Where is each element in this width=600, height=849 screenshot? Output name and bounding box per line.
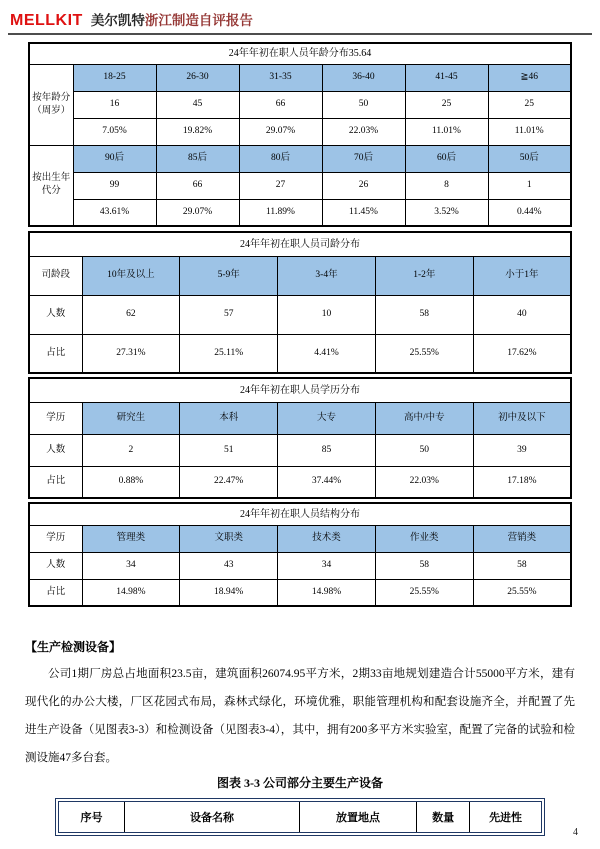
column-header-cell: 作业类 [375, 525, 473, 552]
count-cell: 34 [278, 552, 376, 579]
count-cell: 25 [405, 91, 488, 118]
column-header-cell: 初中及以下 [473, 402, 571, 434]
count-cell: 58 [473, 552, 571, 579]
percent-cell: 11.89% [239, 199, 322, 226]
percent-cell: 19.82% [156, 118, 239, 145]
count-cell: 62 [82, 295, 180, 334]
column-header-cell: 70后 [322, 145, 405, 172]
percent-cell: 0.44% [488, 199, 571, 226]
row-label-cell: 按年龄分（周岁） [29, 64, 73, 145]
percent-cell: 25.11% [180, 334, 278, 373]
row-label-cell: 人数 [29, 434, 82, 466]
column-header-cell: 5-9年 [180, 256, 278, 295]
report-page [0, 9, 600, 849]
company-name: 美尔凯特 [90, 13, 145, 28]
age-distribution-table [28, 42, 572, 227]
row-label-cell: 按出生年代分 [29, 145, 73, 226]
column-header-cell: 41-45 [405, 64, 488, 91]
percent-cell: 27.31% [82, 334, 180, 373]
count-cell: 25 [488, 91, 571, 118]
count-cell: 8 [405, 172, 488, 199]
equipment-header-cell: 设备名称 [125, 802, 300, 832]
row-label-cell: 人数 [29, 552, 82, 579]
column-header-cell: 36-40 [322, 64, 405, 91]
table-title: 24年年初在职人员学历分布 [29, 378, 571, 402]
equipment-header-cell: 先进性 [489, 812, 523, 824]
percent-cell: 7.05% [73, 118, 156, 145]
column-header-cell: 31-35 [239, 64, 322, 91]
count-cell: 1 [488, 172, 571, 199]
page-number: 4 [573, 827, 578, 838]
percent-cell: 14.98% [278, 579, 376, 606]
equipment-header-cell: 放置地点 [300, 802, 417, 832]
count-cell: 10 [278, 295, 376, 334]
education-distribution-table [28, 377, 572, 499]
equipment-header-cell: 序号 [59, 802, 125, 832]
column-header-cell: 研究生 [82, 402, 180, 434]
figure-caption: 图表 3-3 公司部分主要生产设备 [217, 776, 383, 790]
table-title: 24年年初在职人员结构分布 [29, 503, 571, 525]
count-cell: 85 [278, 434, 376, 466]
column-header-cell: 高中/中专 [375, 402, 473, 434]
percent-cell: 11.01% [488, 118, 571, 145]
percent-cell: 14.98% [82, 579, 180, 606]
count-cell: 50 [375, 434, 473, 466]
percent-cell: 25.55% [375, 334, 473, 373]
count-cell: 66 [239, 91, 322, 118]
count-cell: 99 [73, 172, 156, 199]
percent-cell: 0.88% [82, 466, 180, 498]
count-cell: 34 [82, 552, 180, 579]
percent-cell: 25.55% [375, 579, 473, 606]
count-cell: 50 [322, 91, 405, 118]
tenure-distribution-table [28, 231, 572, 374]
row-label-cell: 占比 [29, 579, 82, 606]
column-header-cell: 80后 [239, 145, 322, 172]
body-paragraph: 公司1期厂房总占地面积23.5亩，建筑面积26074.95平方米，2期33亩地规划建造合计55000平方米，建有现代化的办公大楼，厂区花园式布局，森林式绿化，环境优雅，职能管理机构和配套设施齐全，并配置了先进生产设备（见图表3-3）和检测设备（见图表3-4），其中，拥有200多平方米实验室，配置了完备的试验和检测设施47多台套。 [25, 668, 575, 764]
column-header-cell: ≧46 [488, 64, 571, 91]
table-title: 24年年初在职人员司龄分布 [29, 232, 571, 256]
column-header-cell: 管理类 [82, 525, 180, 552]
row-label-cell: 占比 [29, 466, 82, 498]
report-title: 浙江制造自评报告 [144, 13, 253, 28]
row-label-cell: 人数 [29, 295, 82, 334]
count-cell: 40 [473, 295, 571, 334]
count-cell: 43 [180, 552, 278, 579]
count-cell: 66 [156, 172, 239, 199]
column-header-cell: 3-4年 [278, 256, 376, 295]
column-header-cell: 文职类 [180, 525, 278, 552]
row-label-cell: 司龄段 [29, 256, 82, 295]
count-cell: 58 [375, 295, 473, 334]
percent-cell: 43.61% [73, 199, 156, 226]
percent-cell: 22.03% [322, 118, 405, 145]
column-header-cell: 本科 [180, 402, 278, 434]
percent-cell: 29.07% [156, 199, 239, 226]
column-header-cell: 1-2年 [375, 256, 473, 295]
percent-cell: 17.18% [473, 466, 571, 498]
column-header-cell: 60后 [405, 145, 488, 172]
column-header-cell: 18-25 [73, 64, 156, 91]
row-label-cell: 占比 [29, 334, 82, 373]
table-title: 24年年初在职人员年龄分布35.64 [29, 43, 571, 64]
column-header-cell: 技术类 [278, 525, 376, 552]
column-header-cell: 10年及以上 [82, 256, 180, 295]
equipment-header-cell: 数量 [417, 802, 470, 832]
percent-cell: 11.45% [322, 199, 405, 226]
row-label-cell: 学历 [29, 525, 82, 552]
report-header [10, 9, 592, 30]
row-label-cell: 学历 [29, 402, 82, 434]
percent-cell: 25.55% [473, 579, 571, 606]
percent-cell: 22.03% [375, 466, 473, 498]
percent-cell: 11.01% [405, 118, 488, 145]
column-header-cell: 营销类 [473, 525, 571, 552]
percent-cell: 22.47% [180, 466, 278, 498]
section-heading: 【生产检测设备】 [25, 640, 122, 654]
percent-cell: 4.41% [278, 334, 376, 373]
column-header-cell: 50后 [488, 145, 571, 172]
company-logo: MELLKIT [10, 12, 83, 29]
column-header-cell: 小于1年 [473, 256, 571, 295]
count-cell: 39 [473, 434, 571, 466]
percent-cell: 3.52% [405, 199, 488, 226]
column-header-cell: 90后 [73, 145, 156, 172]
count-cell: 16 [73, 91, 156, 118]
column-header-cell: 85后 [156, 145, 239, 172]
count-cell: 57 [180, 295, 278, 334]
count-cell: 2 [82, 434, 180, 466]
count-cell: 45 [156, 91, 239, 118]
header-divider [8, 33, 592, 35]
percent-cell: 17.62% [473, 334, 571, 373]
percent-cell: 18.94% [180, 579, 278, 606]
count-cell: 58 [375, 552, 473, 579]
column-header-cell: 26-30 [156, 64, 239, 91]
column-header-cell: 大专 [278, 402, 376, 434]
equipment-table [55, 798, 545, 836]
count-cell: 26 [322, 172, 405, 199]
count-cell: 27 [239, 172, 322, 199]
structure-distribution-table [28, 502, 572, 607]
count-cell: 51 [180, 434, 278, 466]
percent-cell: 29.07% [239, 118, 322, 145]
percent-cell: 37.44% [278, 466, 376, 498]
